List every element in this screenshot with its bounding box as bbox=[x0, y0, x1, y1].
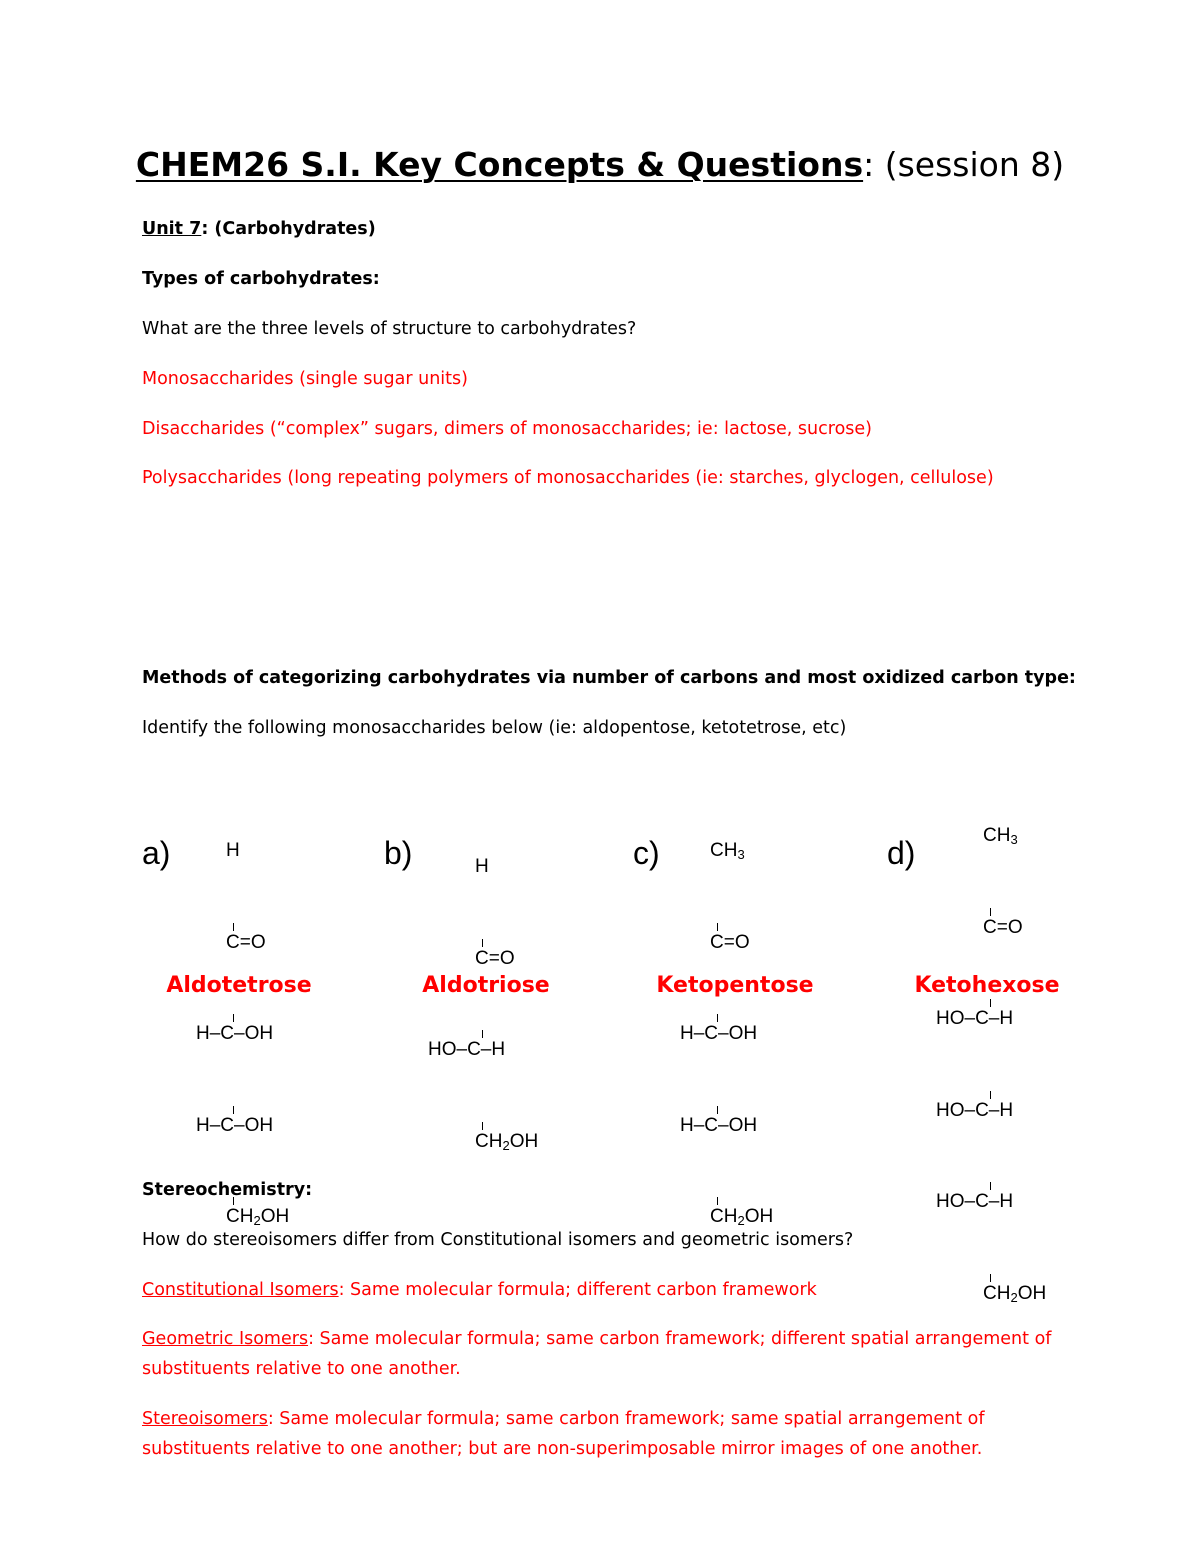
mol-c-row-5: $CH_2OH$ bbox=[680, 1202, 773, 1233]
stereo-heading: Stereochemistry: bbox=[142, 1180, 313, 1200]
geometric-isomers-cont: substituents relative to one another. bbox=[142, 1359, 461, 1379]
molecule-c-letter: c) bbox=[633, 835, 660, 871]
molecule-b-letter: b) bbox=[384, 835, 413, 871]
title-sep: : bbox=[863, 145, 875, 184]
molecule-d-structure bbox=[936, 760, 1046, 1340]
mol-a-row-4: H–C–OH bbox=[196, 1111, 289, 1142]
answer-d: Ketohexose bbox=[914, 973, 1060, 998]
molecule-d-letter: d) bbox=[887, 835, 916, 871]
answer-a: Aldotetrose bbox=[166, 973, 312, 998]
mol-a-row-5: $CH_2OH$ bbox=[196, 1202, 289, 1233]
answer-polysaccharides: Polysaccharides (long repeating polymers of monosaccharides (ie: starches, glyclogen, cellulose) bbox=[142, 468, 994, 488]
answer-monosaccharides: Monosaccharides (single sugar units) bbox=[142, 369, 468, 389]
stereoisomers-def bbox=[142, 1409, 985, 1429]
unit-heading bbox=[142, 219, 376, 239]
methods-question: Identify the following monosaccharides below (ie: aldopentose, ketotetrose, etc) bbox=[142, 718, 847, 738]
stereo-question: How do stereoisomers differ from Constitutional isomers and geometric isomers? bbox=[142, 1230, 854, 1250]
mol-c-row-4: H–C–OH bbox=[680, 1111, 773, 1142]
mol-c-row-3: H–C–OH bbox=[680, 1019, 773, 1050]
geometric-isomers-def bbox=[142, 1329, 1051, 1349]
mol-a-row-1: H bbox=[226, 840, 240, 861]
mol-d-row-3: HO–C–H bbox=[936, 1004, 1046, 1035]
def-geometric: : Same molecular formula; same carbon framework; different spatial arrangement of bbox=[308, 1329, 1052, 1349]
answer-disaccharides: Disaccharides (“complex” sugars, dimers of monosaccharides; ie: lactose, sucrose) bbox=[142, 419, 872, 439]
stereoisomers-cont: substituents relative to one another; but are non-superimposable mirror images of one another. bbox=[142, 1439, 983, 1459]
term-geometric: Geometric Isomers bbox=[142, 1329, 309, 1349]
mol-b-row-3: HO–C–H bbox=[428, 1035, 538, 1066]
mol-b-row-4: $CH_2OH$ bbox=[428, 1127, 538, 1158]
title-main: CHEM26 S.I. Key Concepts & Questions bbox=[135, 145, 864, 184]
page-title bbox=[0, 145, 1200, 184]
mol-b-row-1: H bbox=[475, 856, 489, 877]
mol-b-row-2: C=O bbox=[428, 944, 538, 975]
mol-d-row-2: C=O bbox=[936, 913, 1046, 944]
mol-c-row-2: C=O bbox=[680, 928, 773, 959]
mol-d-row-4: HO–C–H bbox=[936, 1096, 1046, 1127]
title-session: (session 8) bbox=[874, 145, 1065, 184]
mol-c-row-1: $CH_3$ bbox=[710, 840, 745, 862]
molecule-c-structure bbox=[680, 775, 773, 1263]
answer-c: Ketopentose bbox=[656, 973, 814, 998]
mol-d-row-6: $CH_2OH$ bbox=[936, 1279, 1046, 1310]
mol-a-row-3: H–C–OH bbox=[196, 1019, 289, 1050]
def-constitutional: : Same molecular formula; different carbon framework bbox=[338, 1280, 817, 1300]
mol-d-row-5: HO–C–H bbox=[936, 1187, 1046, 1218]
constitutional-isomers-def bbox=[142, 1280, 817, 1300]
answer-b: Aldotriose bbox=[422, 973, 550, 998]
mol-d-row-1: $CH_3$ bbox=[983, 825, 1018, 847]
molecule-a-letter: a) bbox=[142, 835, 171, 871]
term-constitutional: Constitutional Isomers bbox=[142, 1280, 339, 1300]
def-stereoisomers: : Same molecular formula; same carbon framework; same spatial arrangement of bbox=[267, 1409, 985, 1429]
unit-label: Unit 7 bbox=[142, 219, 202, 239]
types-heading: Types of carbohydrates: bbox=[142, 269, 380, 289]
term-stereoisomers: Stereoisomers bbox=[142, 1409, 268, 1429]
types-question: What are the three levels of structure to carbohydrates? bbox=[142, 319, 637, 339]
mol-a-row-2: C=O bbox=[196, 928, 289, 959]
unit-rest: : (Carbohydrates) bbox=[201, 219, 376, 239]
methods-heading: Methods of categorizing carbohydrates via number of carbons and most oxidized carbon type: bbox=[142, 668, 1076, 688]
